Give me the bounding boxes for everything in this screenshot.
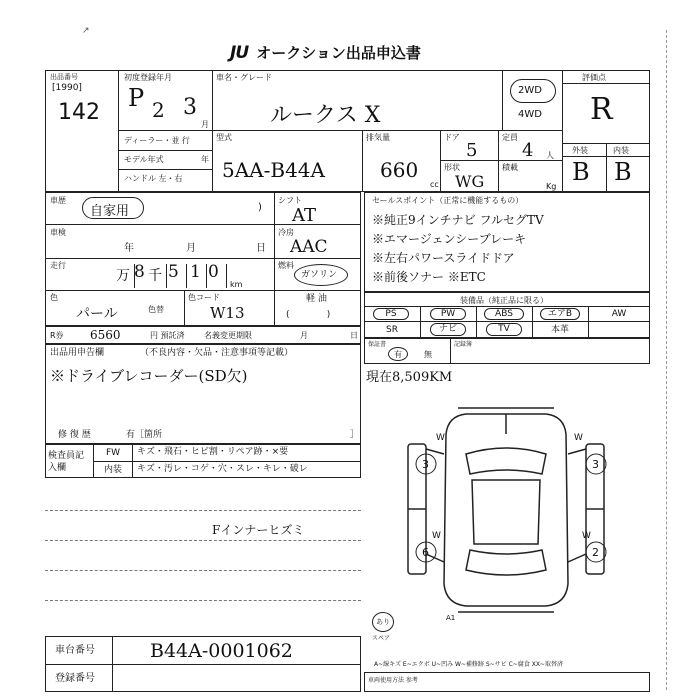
manual-label: 保証書 bbox=[368, 341, 387, 348]
lot-number: 142 bbox=[58, 100, 100, 125]
sales-point-item: ※純正9インチナビ フルセグTV bbox=[372, 213, 544, 227]
mileage-digit: 千 bbox=[148, 268, 162, 284]
ju-logo: JU bbox=[230, 43, 249, 63]
model-year-unit: 年 bbox=[201, 155, 209, 164]
inspector-label: 検査員記入欄 bbox=[48, 451, 85, 473]
equip-pw: PW bbox=[430, 308, 466, 320]
displacement-value: 660 bbox=[380, 158, 419, 182]
inspection-day: 日 bbox=[256, 243, 266, 254]
chassis-value: B44A-0001062 bbox=[150, 640, 293, 662]
car-diagram bbox=[396, 394, 626, 624]
equip-leather: 本革 bbox=[550, 325, 569, 335]
fuel-diesel: 軽 油 bbox=[306, 294, 327, 304]
sales-point-item: ※左右パワースライドドア bbox=[372, 251, 515, 265]
history-value: 自家用 bbox=[90, 204, 130, 219]
body-type-value: WG bbox=[455, 172, 485, 191]
diagram-mark-w3: W bbox=[432, 531, 441, 541]
drive-4wd: 4WD bbox=[518, 109, 542, 120]
equip-ps: PS bbox=[373, 308, 409, 320]
interior-grade: B bbox=[614, 158, 632, 186]
ac-value: AAC bbox=[290, 237, 328, 257]
lot-ref-label: 出品番号 bbox=[50, 73, 78, 81]
car-body-outline bbox=[444, 414, 568, 606]
diagram-mark-w4: W bbox=[582, 531, 591, 541]
model-label: 型式 bbox=[216, 133, 232, 142]
equip-abs: ABS bbox=[484, 308, 524, 320]
color-code-label: 色コード bbox=[188, 293, 220, 302]
form-title: オークション出品申込書 bbox=[256, 44, 421, 62]
car-roof bbox=[472, 480, 540, 544]
name-change-day: 日 bbox=[350, 331, 358, 340]
declaration-label: 出品用申告欄 bbox=[50, 348, 105, 358]
record-label: 記録簿 bbox=[454, 341, 473, 348]
odometer-note: 現在8,509KM bbox=[366, 370, 453, 385]
car-name-label: 車名・グレード bbox=[216, 73, 272, 82]
right-margin-line bbox=[666, 30, 667, 690]
spare-text: スペア bbox=[372, 635, 391, 642]
repair-label: 修 復 歴 bbox=[58, 430, 91, 440]
legend-text: A~線キズ E~エクボ U~凹み W~補修跡 S~サビ C~腐食 XX~取替済 bbox=[374, 661, 563, 668]
registration-month: 3 bbox=[183, 95, 197, 120]
inspection-month: 月 bbox=[186, 243, 196, 254]
car-rear-window bbox=[466, 550, 546, 575]
corner-mark: ↗ bbox=[82, 26, 90, 36]
diagram-mark-3a: 3 bbox=[422, 458, 429, 471]
doors-label: ドア bbox=[444, 133, 460, 142]
right-front-mirror bbox=[568, 449, 586, 454]
displacement-unit: cc bbox=[430, 180, 439, 189]
mileage-digit: 8 bbox=[134, 262, 145, 282]
shift-value: AT bbox=[292, 205, 317, 226]
fuel-gasoline: ガソリン bbox=[301, 270, 338, 280]
interior-label: 内装 bbox=[613, 146, 629, 155]
load-label: 積載 bbox=[502, 163, 518, 172]
mileage-label: 走行 bbox=[50, 261, 66, 270]
header bbox=[230, 42, 421, 66]
declaration-section bbox=[45, 344, 361, 444]
mileage-digit: 0 bbox=[208, 262, 219, 282]
mileage-digit: 1 bbox=[190, 262, 201, 282]
manual-none: 無 bbox=[424, 350, 432, 359]
model-value: 5AA-B44A bbox=[222, 158, 325, 182]
legend-extra: 車両使用方法 参考 bbox=[368, 677, 418, 684]
mileage-digit: 5 bbox=[168, 262, 179, 282]
load-unit: Kg bbox=[546, 182, 557, 191]
inspector-note: Fインナーヒズミ bbox=[212, 523, 305, 537]
sales-point-item: ※前後ソナー ※ETC bbox=[372, 270, 486, 284]
inspection-label: 車検 bbox=[50, 228, 66, 237]
declaration-note: ※ドライブレコーダー(SD欠) bbox=[50, 367, 248, 385]
mileage-digit: 万 bbox=[116, 268, 130, 284]
inspector-interior: 内装 bbox=[103, 465, 122, 475]
registration-era: P bbox=[128, 84, 145, 112]
equip-tv: TV bbox=[486, 323, 522, 336]
capacity-value: 4 bbox=[522, 140, 534, 161]
body-type-label: 形状 bbox=[444, 163, 460, 172]
repair-close: ］ bbox=[350, 430, 360, 440]
inspection-year: 年 bbox=[124, 243, 134, 254]
exterior-grade: B bbox=[572, 158, 590, 186]
reg-no-label: 登録番号 bbox=[55, 673, 95, 684]
color-code: W13 bbox=[210, 304, 245, 322]
recycle-value: 6560 bbox=[90, 328, 121, 342]
name-change-label: 名義変更期限 bbox=[204, 331, 252, 340]
equip-airbag: エアB bbox=[540, 308, 580, 320]
history-paren-close: ) bbox=[258, 202, 262, 213]
ac-label: 冷房 bbox=[278, 228, 294, 237]
doors-value: 5 bbox=[466, 140, 478, 161]
fuel-paren: ( ) bbox=[286, 310, 331, 320]
shift-label: シフト bbox=[278, 196, 302, 205]
equip-aw: AW bbox=[611, 309, 627, 319]
chassis-label: 車台番号 bbox=[55, 645, 95, 656]
sales-point-item: ※エマージェンシーブレーキ bbox=[372, 232, 527, 246]
inspector-interior-text: キズ・汚レ・コゲ・穴・スレ・キレ・破レ bbox=[137, 464, 308, 474]
registration-month-unit: 月 bbox=[201, 120, 209, 129]
equipment-label: 装備品（純正品に限る） bbox=[460, 296, 548, 305]
recycle-label: R券 bbox=[50, 331, 64, 340]
exterior-label: 外装 bbox=[572, 146, 588, 155]
drive-2wd: 2WD bbox=[518, 85, 542, 96]
fuel-label: 燃料 bbox=[278, 261, 294, 270]
car-name-value: ルークス X bbox=[270, 103, 381, 128]
diagram-code-hint: A1 bbox=[446, 614, 456, 622]
capacity-label: 定員 bbox=[502, 133, 518, 142]
color-swap-label: 色替 bbox=[148, 305, 164, 314]
diagram-mark-w2: W bbox=[574, 433, 583, 443]
grade-label: 評価点 bbox=[582, 73, 606, 82]
name-change-month: 月 bbox=[300, 331, 308, 340]
sales-points-label: セールスポイント（正常に機能するもの） bbox=[372, 196, 524, 205]
right-rear-wheel-arch bbox=[568, 554, 586, 562]
diagram-mark-6: 6 bbox=[422, 546, 429, 559]
diagram-mark-2: 2 bbox=[592, 546, 599, 559]
color-value: パール bbox=[76, 306, 118, 322]
inspector-fw: FW bbox=[105, 448, 121, 458]
displacement-label: 排気量 bbox=[366, 133, 390, 142]
diagram-mark-w1: W bbox=[436, 433, 445, 443]
mileage-unit: km bbox=[230, 280, 243, 289]
lot-ref-value: [1990] bbox=[52, 83, 82, 93]
grade-value: R bbox=[590, 92, 613, 127]
repair-value: 有［箇所 bbox=[126, 430, 163, 440]
diagram-mark-3b: 3 bbox=[592, 458, 599, 471]
equip-navi: ナビ bbox=[430, 323, 466, 336]
declaration-sub: （不良内容・欠品・注意事項等記載） bbox=[140, 348, 294, 358]
color-label: 色 bbox=[50, 293, 58, 302]
recycle-unit: 円 預託済 bbox=[150, 331, 185, 340]
model-year-label: モデル年式 bbox=[124, 155, 164, 164]
capacity-unit: 人 bbox=[546, 151, 554, 160]
manual-have: 有 bbox=[394, 350, 402, 359]
spare-label: あり bbox=[376, 618, 390, 626]
inspector-fw-text: キズ・飛石・ヒビ割・リペア跡・×要 bbox=[137, 447, 289, 457]
registration-year: 2 bbox=[152, 98, 165, 122]
car-windshield bbox=[466, 448, 546, 474]
dealer-label: ディーラー・並 行 bbox=[124, 136, 190, 145]
equip-sr: SR bbox=[386, 325, 398, 335]
handle-label: ハンドル 左・右 bbox=[124, 174, 183, 183]
left-front-mirror bbox=[426, 449, 444, 454]
history-label: 車歴 bbox=[50, 196, 66, 205]
registration-label: 初度登録年月 bbox=[124, 73, 172, 82]
